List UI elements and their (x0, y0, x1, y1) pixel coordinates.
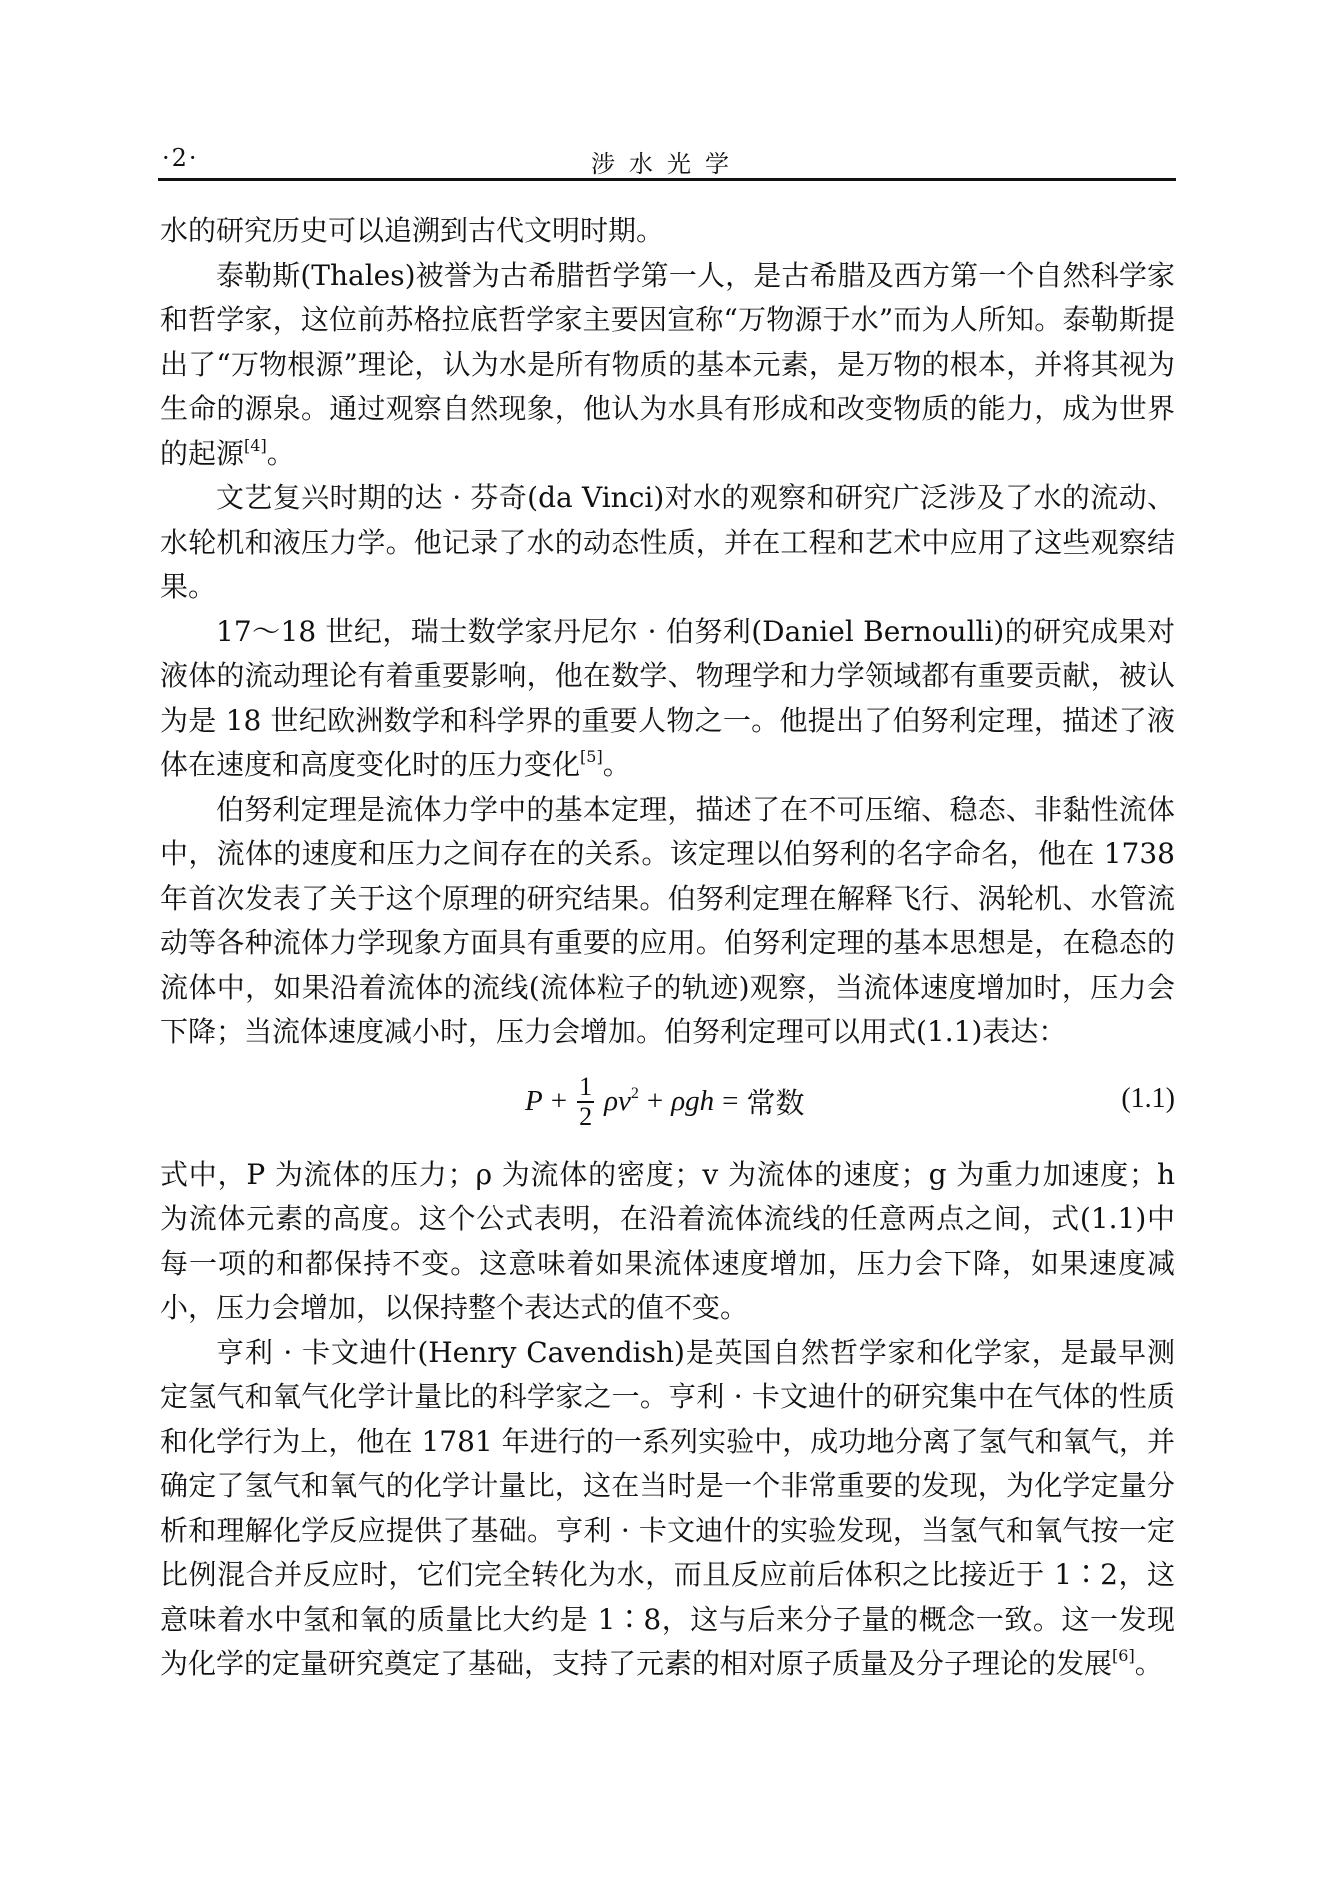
paragraph-text: 亨利 · 卡文迪什(Henry Cavendish)是英国自然哲学家和化学家，是最早测定氢气和氧气化学计量比的科学家之一。亨利 · 卡文迪什的研究集中在气体的性质和化学行为上，他在 1781 年进行的一系列实验中，成功地分离了氢气和氧气，并确定了氢气和氧气的化学计量比，这在当时是一个非常重要的发现，为化学定量分析和理解化学反应提供了基础。亨利 · 卡文迪什的实验发现，当氢气和氧气按一定比例混合并反应时，它们完全转化为水，而且反应前后体积之比接近于 1∶2，这意味着水中氢和氧的质量比大约是 1∶8，这与后来分子量的概念一致。这一发现为化学的定量研究奠定了基础，支持了元素的相对原子质量及分子理论的发展 (160, 1335, 1175, 1680)
page-number: ·2· (162, 144, 199, 172)
running-header (158, 140, 1176, 181)
citation: [5] (580, 747, 603, 766)
eq-rho: ρ (671, 1085, 686, 1117)
paragraph: 式中，P 为流体的压力；ρ 为流体的密度；v 为流体的速度；g 为重力加速度；h 为流体元素的高度。这个公式表明，在沿着流体流线的任意两点之间，式(1.1)中每一项的和都保持不变。这意味着如果流体速度增加，压力会下降，如果速度减小，压力会增加，以保持整个表达式的值不变。 (160, 1157, 1175, 1324)
eq-square: 2 (630, 1085, 639, 1102)
equation-number: (1.1) (1121, 1082, 1175, 1114)
bernoulli-equation (525, 1073, 805, 1131)
eq-fraction (577, 1073, 594, 1131)
equation-block (160, 1055, 1175, 1153)
paragraph (160, 1331, 1175, 1687)
paragraph (160, 610, 1175, 788)
paragraph: 水的研究历史可以追溯到古代文明时期。 (160, 214, 665, 247)
paragraph-text: 17～18 世纪，瑞士数学家丹尼尔 · 伯努利(Daniel Bernoulli)的研究成果对液体的流动理论有着重要影响，他在数学、物理学和力学领域都有重要贡献，被认为是 18 世纪欧洲数学和科学界的重要人物之一。他提出了伯努利定理，描述了液体在速度和高度变化时的压力变化 (160, 614, 1175, 781)
eq-kinetic-term (604, 1085, 639, 1118)
eq-fraction-denominator: 2 (579, 1101, 593, 1131)
eq-equals: = (722, 1085, 739, 1117)
paragraph: 伯努利定理是流体力学中的基本定理，描述了在不可压缩、稳态、非黏性流体中，流体的速度和压力之间存在的关系。该定理以伯努利的名字命名，他在 1738 年首次发表了关于这个原理的研究结果。伯努利定理在解释飞行、涡轮机、水管流动等各种流体力学现象方面具有重要的应用。伯努利定理的基本思想是，在稳态的流体中，如果沿着流体的流线(流体粒子的轨迹)观察，当流体速度增加时，压力会下降；当流体速度减小时，压力会增加。伯努利定理可以用式(1.1)表达： (160, 792, 1175, 1048)
paragraph (160, 254, 1175, 477)
eq-gravity: g (685, 1085, 700, 1117)
period: 。 (1134, 1647, 1163, 1680)
paragraph: 文艺复兴时期的达 · 芬奇(da Vinci)对水的观察和研究广泛涉及了水的流动、水轮机和液压力学。他记录了水的动态性质，并在工程和艺术中应用了这些观察结果。 (160, 481, 1175, 603)
period: 。 (602, 748, 631, 781)
citation: [6] (1112, 1646, 1135, 1665)
eq-plus: + (646, 1085, 664, 1117)
eq-rho: ρ (604, 1085, 618, 1117)
eq-pressure: P (525, 1085, 543, 1117)
period: 。 (266, 436, 295, 470)
running-title: 涉水光学 (591, 150, 743, 178)
citation: [4] (244, 435, 267, 455)
paragraph-text: 泰勒斯(Thales)被誉为古希腊哲学第一人，是古希腊及西方第一个自然科学家和哲学家，这位前苏格拉底哲学家主要因宣称“万物源于水”而为人所知。泰勒斯提出了“万物根源”理论，认为水是所有物质的基本元素，是万物的根本，并将其视为生命的源泉。通过观察自然现象，他认为水具有形成和改变物质的能力，成为世界的起源 (160, 258, 1175, 470)
eq-height: h (699, 1085, 715, 1117)
eq-constant: 常数 (746, 1088, 805, 1120)
eq-fraction-numerator: 1 (579, 1071, 593, 1101)
eq-plus: + (550, 1085, 568, 1117)
body-text (160, 209, 1175, 1687)
eq-potential-term (671, 1085, 714, 1118)
eq-velocity: v (618, 1085, 631, 1117)
